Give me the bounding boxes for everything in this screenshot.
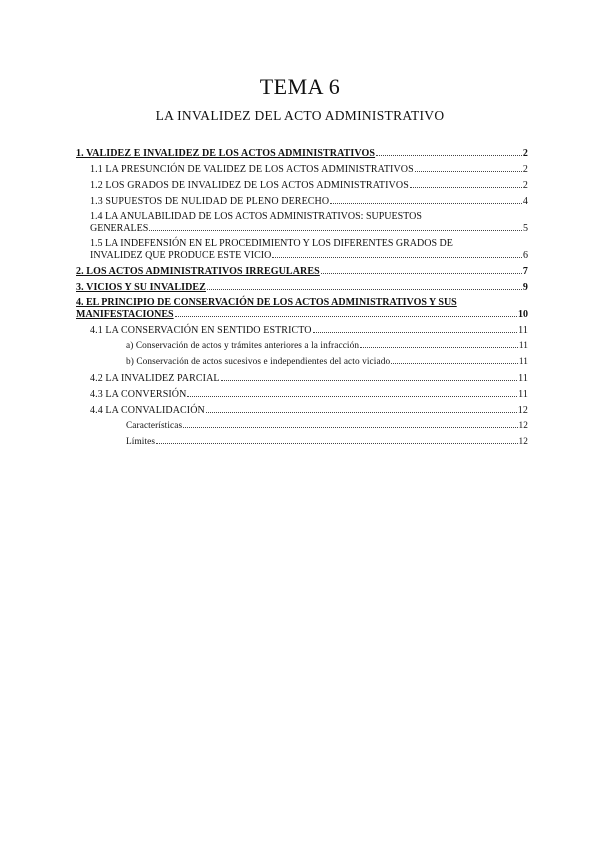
- toc-entry-page: 11: [518, 341, 528, 351]
- toc-entry-1-1[interactable]: [76, 163, 528, 176]
- toc-entry-page: 10: [518, 309, 528, 320]
- toc-entry-4-4[interactable]: [76, 404, 528, 417]
- toc-entry-text: 1.1 LA PRESUNCIÓN DE VALIDEZ DE LOS ACTOS ADMINISTRATIVOS: [90, 164, 414, 175]
- toc-entry-text: 1.2 LOS GRADOS DE INVALIDEZ DE LOS ACTOS ADMINISTRATIVOS: [90, 180, 409, 191]
- toc-entry-text: 1. VALIDEZ E INVALIDEZ DE LOS ACTOS ADMINISTRATIVOS: [76, 148, 376, 159]
- toc-entry-text: 4.3 LA CONVERSIÓN: [90, 389, 187, 400]
- toc-leader-dots: [156, 443, 517, 444]
- toc-entry-4-1-b[interactable]: [76, 356, 528, 369]
- toc-leader-dots: [206, 412, 517, 413]
- toc-leader-dots: [187, 396, 517, 397]
- toc-entry-text: 1.4 LA ANULABILIDAD DE LOS ACTOS ADMINISTRATIVOS: SUPUESTOS: [90, 211, 422, 222]
- toc-entry-page: 12: [517, 405, 528, 416]
- toc-leader-dots: [221, 380, 518, 381]
- page-title: TEMA 6: [259, 74, 341, 99]
- toc-entry-page: 11: [518, 325, 528, 336]
- toc-entry-text: 4.1 LA CONSERVACIÓN EN SENTIDO ESTRICTO: [90, 325, 312, 336]
- toc-entry-2[interactable]: [76, 265, 528, 278]
- toc-leader-dots: [149, 230, 522, 231]
- toc-entry-text: 1.3 SUPUESTOS DE NULIDAD DE PLENO DERECHO: [90, 196, 330, 207]
- toc-entry-page: 11: [518, 373, 528, 384]
- toc-leader-dots: [330, 203, 522, 204]
- toc-entry-page: 11: [518, 357, 528, 367]
- page-subtitle: LA INVALIDEZ DEL ACTO ADMINISTRATIVO: [155, 108, 445, 123]
- toc-entry-4-1[interactable]: [76, 324, 528, 337]
- toc-entry-1-3[interactable]: [76, 195, 528, 208]
- toc-entry-text-continued: INVALIDEZ QUE PRODUCE ESTE VICIO: [90, 250, 272, 261]
- toc-entry-text: 1.5 LA INDEFENSIÓN EN EL PROCEDIMIENTO Y LOS DIFERENTES GRADOS DE: [90, 238, 453, 249]
- toc-entry-1-4[interactable]: [76, 211, 528, 235]
- toc-entry-1-5[interactable]: [76, 238, 528, 262]
- toc-entry-text-continued: GENERALES: [90, 223, 149, 234]
- toc-entry-text: Límites: [126, 437, 156, 447]
- toc-leader-dots: [207, 289, 522, 290]
- toc-entry-4-1-a[interactable]: [76, 340, 528, 353]
- toc-entry-text-continued: MANIFESTACIONES: [76, 309, 174, 320]
- toc-entry-page: 11: [518, 389, 528, 400]
- toc-entry-page: 12: [518, 437, 528, 447]
- toc-entry-4-4-limites[interactable]: [76, 436, 528, 449]
- toc-entry-page: 5: [523, 223, 528, 234]
- toc-leader-dots: [415, 171, 522, 172]
- toc-entry-4-2[interactable]: [76, 372, 528, 385]
- toc-entry-page: 2: [522, 148, 528, 159]
- toc-entry-text: 4.4 LA CONVALIDACIÓN: [90, 405, 205, 416]
- toc-leader-dots: [313, 332, 518, 333]
- toc-leader-dots: [376, 155, 522, 156]
- toc-entry-text: Características: [126, 421, 183, 431]
- toc-entry-4-3[interactable]: [76, 388, 528, 401]
- toc-entry-page: 7: [522, 266, 528, 277]
- toc-entry-text: 4.2 LA INVALIDEZ PARCIAL: [90, 373, 220, 384]
- toc-leader-dots: [410, 187, 522, 188]
- toc-entry-page: 4: [522, 196, 528, 207]
- toc-entry-1-2[interactable]: [76, 179, 528, 192]
- toc-entry-text: 4. EL PRINCIPIO DE CONSERVACIÓN DE LOS ACTOS ADMINISTRATIVOS Y SUS: [76, 297, 457, 308]
- toc-entry-page: 9: [522, 282, 528, 293]
- toc-entry-page: 2: [522, 164, 528, 175]
- toc-entry-text: b) Conservación de actos sucesivos e independientes del acto viciado: [126, 357, 391, 367]
- toc-leader-dots: [175, 316, 517, 317]
- toc-entry-text: 3. VICIOS Y SU INVALIDEZ: [76, 282, 206, 293]
- toc-entry-page: 6: [523, 250, 528, 261]
- toc-entry-4[interactable]: [76, 297, 528, 321]
- toc-entry-page: 2: [522, 180, 528, 191]
- toc-entry-1[interactable]: [76, 147, 528, 160]
- toc-entry-3[interactable]: [76, 281, 528, 294]
- toc-leader-dots: [391, 363, 518, 364]
- table-of-contents: [76, 147, 528, 452]
- toc-leader-dots: [360, 347, 518, 348]
- toc-entry-text: 2. LOS ACTOS ADMINISTRATIVOS IRREGULARES: [76, 266, 320, 277]
- toc-leader-dots: [272, 257, 522, 258]
- toc-entry-4-4-caracteristicas[interactable]: [76, 420, 528, 433]
- toc-leader-dots: [321, 273, 522, 274]
- toc-entry-page: 12: [518, 421, 528, 431]
- toc-leader-dots: [183, 427, 517, 428]
- toc-entry-text: a) Conservación de actos y trámites anteriores a la infracción: [126, 341, 360, 351]
